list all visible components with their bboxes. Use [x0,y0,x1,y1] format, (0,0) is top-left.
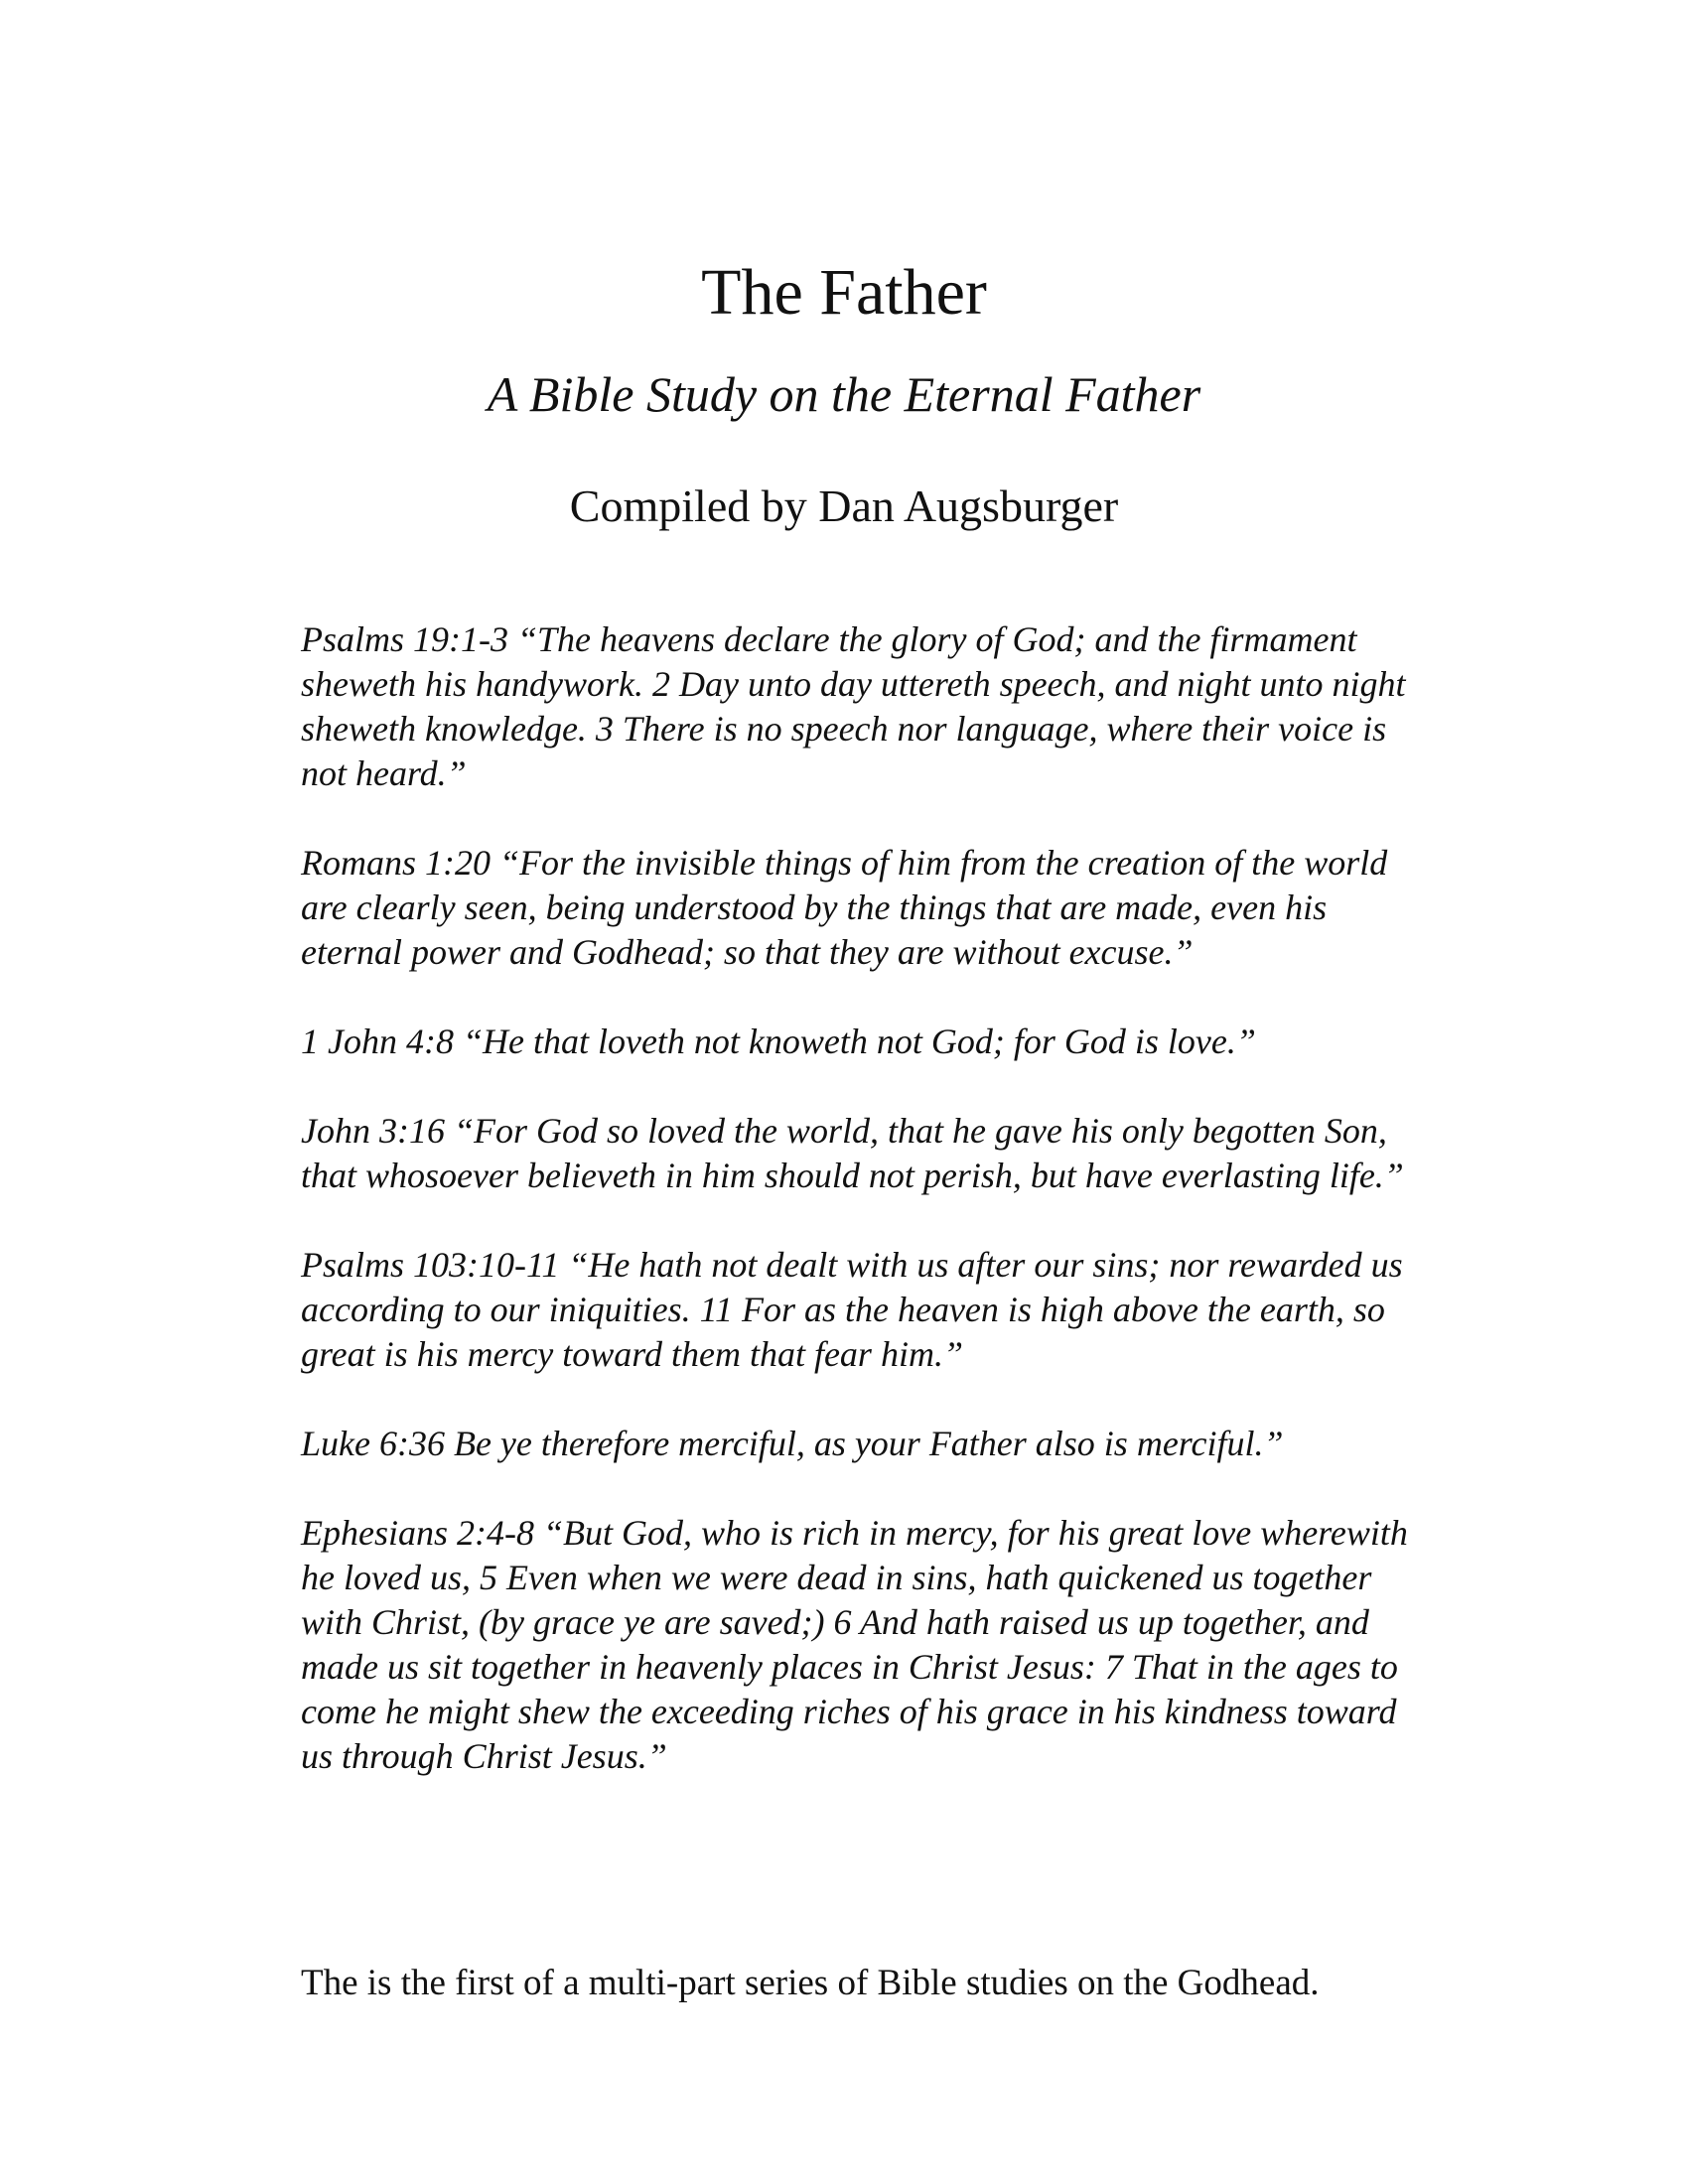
verse-1-john-4: 1 John 4:8 “He that loveth not knoweth not God; for God is love.” [301,1022,1256,1061]
verse-romans-1: Romans 1:20 “For the invisible things of him from the creation of the world are clearly seen, being understood by the things that are made, even his eternal power and Godhead; so that they are without excuse.” [301,843,1388,972]
author-line: Compiled by Dan Augsburger [569,480,1119,531]
page-title: The Father [701,256,987,329]
verse-psalms-19: Psalms 19:1-3 “The heavens declare the glory of God; and the firmament sheweth his handywork. 2 Day unto day uttereth speech, and night unto night sheweth knowledge. 3 There is no speech nor language, where their voice is not heard.” [301,619,1406,793]
verse-luke-6: Luke 6:36 Be ye therefore merciful, as your Father also is merciful.” [301,1424,1284,1463]
verse-john-3: John 3:16 “For God so loved the world, that he gave his only begotten Son, that whosoever believeth in him should not perish, but have everlasting life.” [301,1111,1404,1195]
series-note: The is the first of a multi-part series of Bible studies on the Godhead. [301,1963,1320,2003]
page-subtitle: A Bible Study on the Eternal Father [487,366,1201,422]
verse-psalms-103: Psalms 103:10-11 “He hath not dealt with us after our sins; nor rewarded us according to our iniquities. 11 For as the heaven is high above the earth, so great is his mercy toward them that fear him.” [301,1245,1403,1374]
verse-ephesians-2: Ephesians 2:4-8 “But God, who is rich in mercy, for his great love wherewith he loved us, 5 Even when we were dead in sins, hath quickened us together with Christ, (by grace ye are saved;) 6 And hath raised us up together, and made us sit together in heavenly places in Christ Jesus: 7 That in the ages to come he might shew the exceeding riches of his grace in his kindness toward us through Christ Jesus.” [301,1513,1408,1776]
verse-list [301,617,1423,1824]
